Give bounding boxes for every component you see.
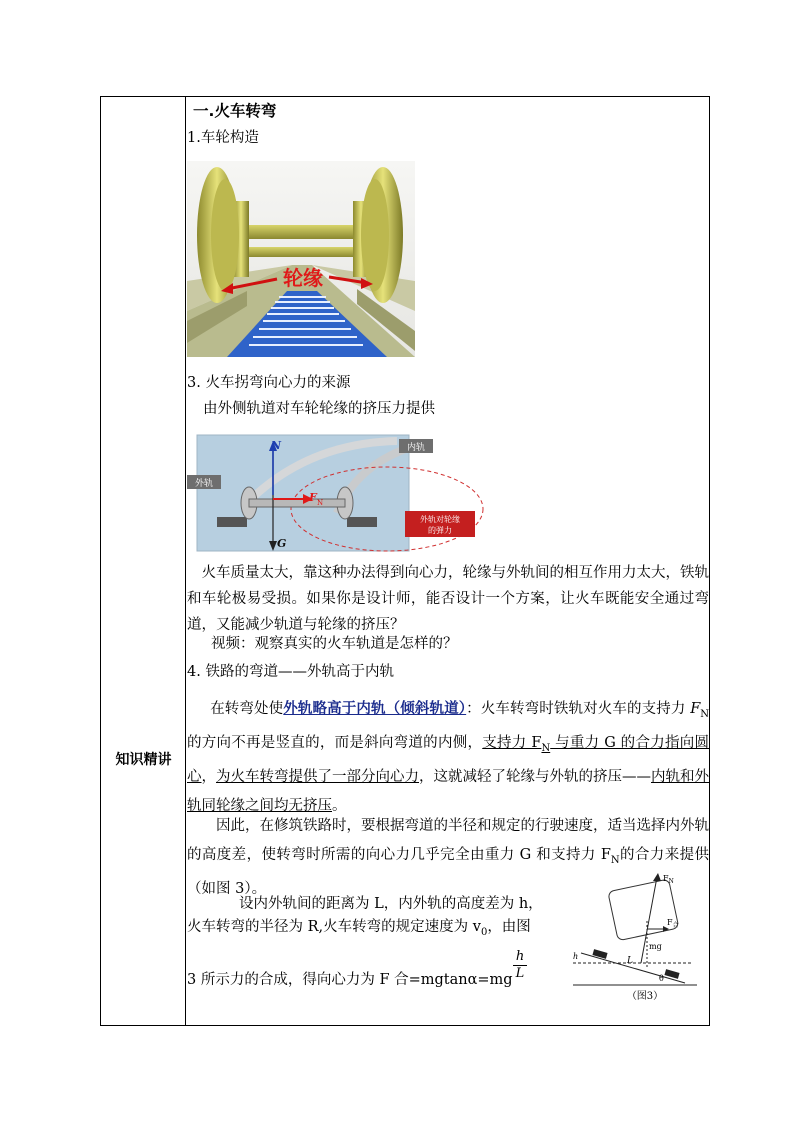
- normal-force-label: N: [271, 439, 282, 452]
- subsection-3: 3. 火车拐弯向心力的来源: [187, 375, 351, 391]
- heading: 一.火车转弯: [193, 102, 277, 120]
- gravity-label: G: [277, 537, 287, 550]
- video-note: 视频：观察真实的火车轨道是怎样的？: [211, 636, 458, 652]
- fraction-h-over-l: h L: [513, 949, 527, 982]
- key-phrase-banked: 外轨略高于内轨（倾斜轨道）: [283, 700, 467, 717]
- force-source-figure: [187, 433, 487, 555]
- paragraph-design-question: 火车质量太大，靠这种办法得到向心力，轮缘与外轨间的相互作用力太大，铁轨和车轮极易受损。如果你是设计师，能否设计一个方案，让火车既能安全通过弯道，又能减少轨道与轮缘的挤压？: [187, 565, 709, 633]
- wheel-structure-figure: [187, 161, 415, 357]
- subsection-3-text: 由外侧轨道对车轮轮缘的挤压力提供: [203, 401, 435, 417]
- outer-rail-force-label-2: 的弹力: [428, 526, 452, 535]
- section-label: 知识精讲: [115, 752, 172, 768]
- content-table: [100, 96, 710, 1026]
- fig3-fn-label: $F_N$: [663, 874, 674, 885]
- force-composition-figure: [573, 871, 707, 1003]
- paragraph-height-difference: 因此，在修筑铁路时，要根据弯道的半径和规定的行驶速度，适当选择内外轨的高度差，使转弯时所需的向心力几乎完全由重力 G 和支持力 $F_N$的合力来提供（如图 3）。: [187, 818, 709, 897]
- outer-rail-force-label-1: 外轨对轮缘: [420, 515, 460, 524]
- flange-label: 轮缘: [283, 266, 323, 290]
- subsection-1: 1.车轮构造: [187, 130, 259, 146]
- fn-label: F: [309, 491, 317, 504]
- inner-rail-label: 内轨: [406, 443, 426, 453]
- subsection-4: 4. 铁路的弯道——外轨高于内轨: [187, 664, 394, 680]
- left-column: [101, 97, 186, 1025]
- derivation-line-2: 火车转弯的半径为 R,火车转弯的规定速度为 $v_0$，由图: [187, 919, 531, 938]
- paragraph-banked-track: 在转弯处使外轨略高于内轨（倾斜轨道）：火车转弯时铁轨对火车的支持力 $F_N$ 的方向不再是竖直的，而是斜向弯道的内侧，支持力 $F_N$ 与重力 G 的合力指向圆心，为火车转弯提供了一部分向心力，这就减轻了轮缘与外轨的挤压——内轨和外轨同轮缘之间均无挤压。: [187, 700, 710, 814]
- right-column: [187, 97, 709, 1025]
- fig3-theta-label: θ: [659, 974, 664, 983]
- fig3-caption: （图3）: [626, 991, 664, 1002]
- fig3-l-label: L: [627, 956, 633, 966]
- fig3-h-label: h: [573, 952, 579, 961]
- fn-sub: N: [317, 499, 324, 507]
- derivation-line-1: 设内外轨间的距离为 L，内外轨的高度差为 h，: [239, 896, 543, 912]
- fig3-mg-label: mg: [649, 942, 662, 951]
- derivation-line-3: 3 所示力的合成，得向心力为 F 合=mgtanα=mg: [187, 972, 513, 988]
- outer-rail-label: 外轨: [194, 479, 214, 489]
- fig3-net-force-label: $F_合$: [667, 918, 679, 929]
